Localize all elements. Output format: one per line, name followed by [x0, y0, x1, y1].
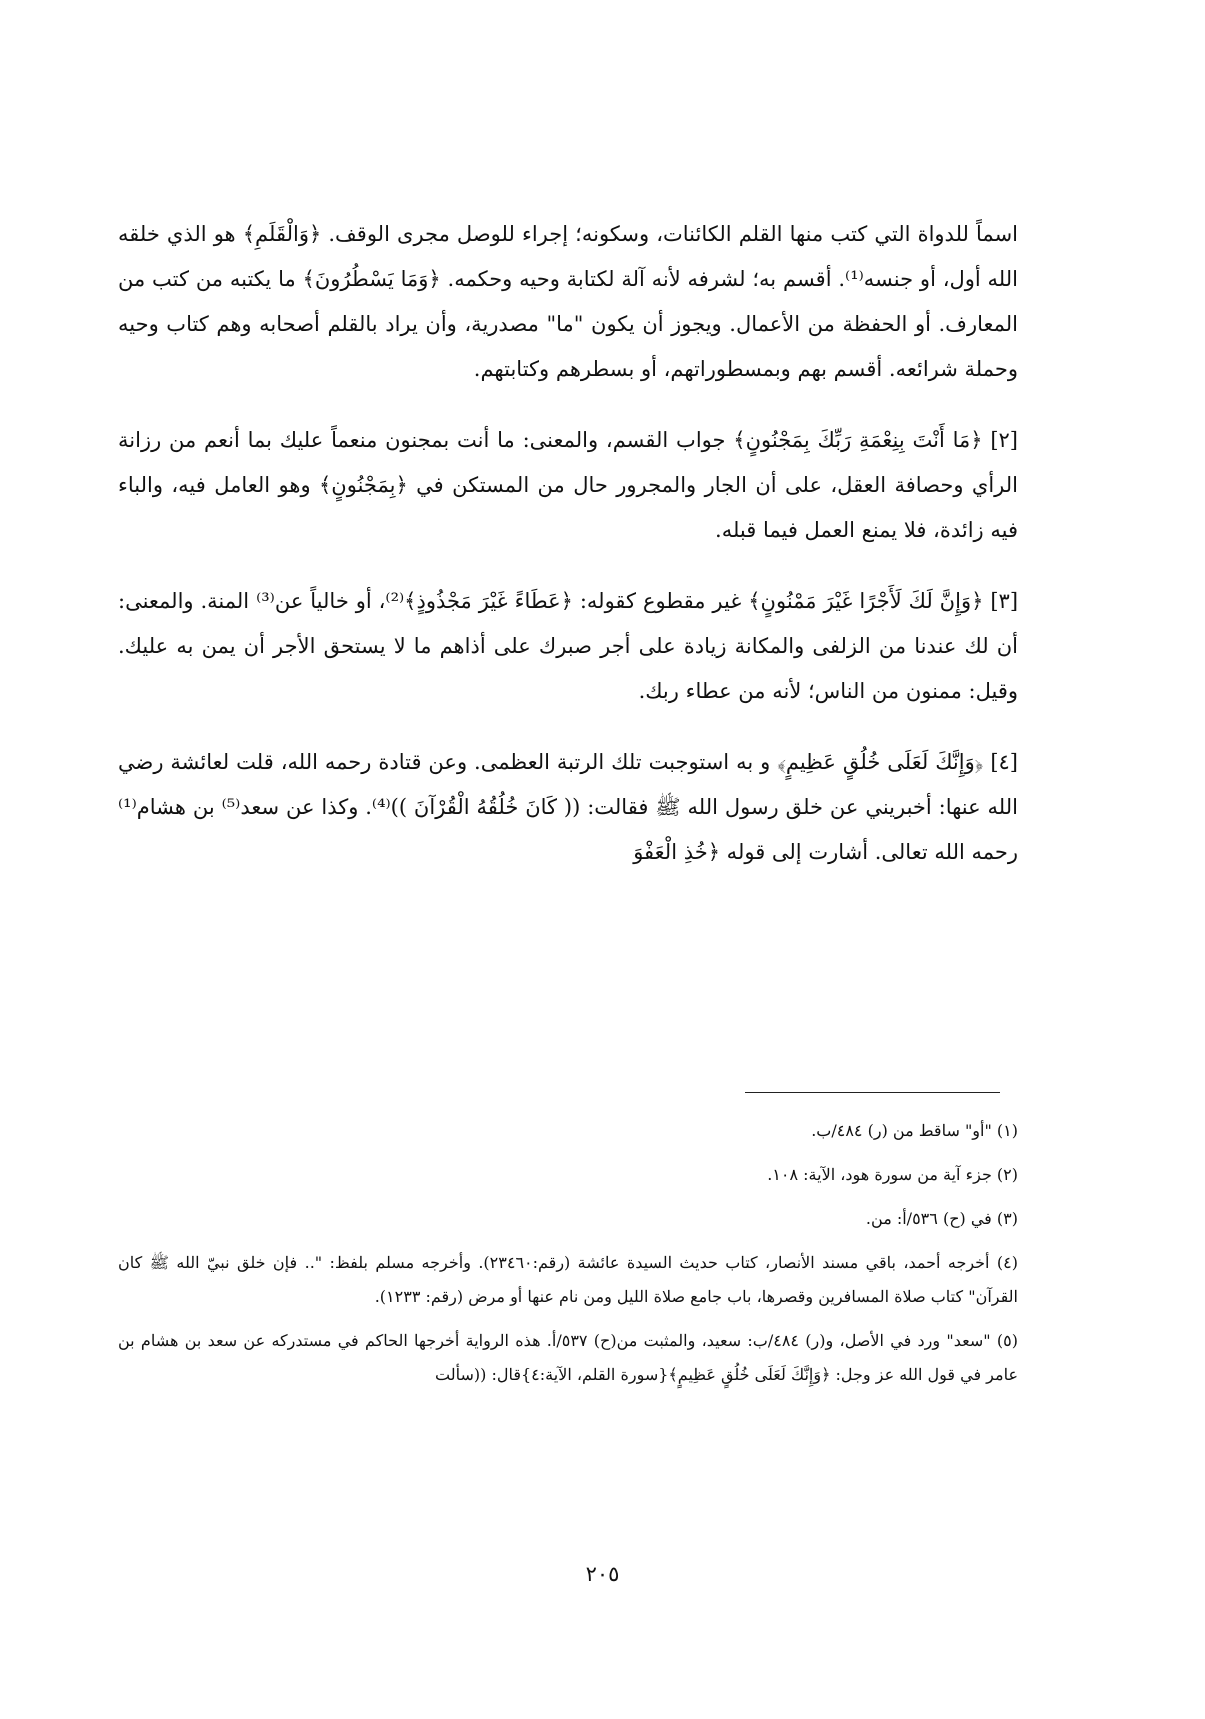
paragraph-verse-2: [٢] ﴿مَا أَنْتَ بِنِعْمَةِ رَبِّكَ بِمَجْنُونٍ﴾ جواب القسم، والمعنى: ما أنت بمجنون منعماً عليك بما أنعم من رزانة الرأي وحصافة العقل، على أن الجار والمجرور حال من المستكن في ﴿بِمَجْنُونٍ﴾ وهو العامل فيه، والباء فيه زائدة، فلا يمنع العمل فيما قبله. [118, 428, 1018, 542]
footnote-1: (١) "أو" ساقط من (ر) ٤٨٤/ب. [811, 1121, 1018, 1140]
paragraph-verse-4: [٤] ﴿وَإِنَّكَ لَعَلَى خُلُقٍ عَظِيمٍ﴾ و به استوجبت تلك الرتبة العظمى. وعن قتادة رحمه الله، قلت لعائشة رضي الله عنها: أخبريني عن خلق رسول الله ﷺ فقالت: (( كَانَ خُلُقُهُ الْقُرْآنَ ))⁽⁴⁾. وكذا عن سعد⁽⁵⁾ بن هشام⁽¹⁾ رحمه الله تعالى. أشارت إلى قوله ﴿خُذِ الْعَفْوَ [118, 750, 1018, 864]
footnote-5: (٥) "سعد" ورد في الأصل، و(ر) ٤٨٤/ب: سعيد، والمثبت من(ح) ٥٣٧/أ. هذه الرواية أخرجها الحاكم في مستدركه عن سعد بن هشام بن عامر في قول الله عز وجل: ﴿وَإِنَّكَ لَعَلَى خُلُقٍ عَظِيمٍ﴾{سورة القلم، الآية:٤}قال: ((سألت [118, 1331, 1018, 1384]
page-number: ٢٠٥ [585, 1562, 620, 1586]
main-text [118, 212, 1018, 901]
footnote-2: (٢) جزء آية من سورة هود، الآية: ١٠٨. [767, 1165, 1018, 1184]
paragraph-verse-3: [٣] ﴿وَإِنَّ لَكَ لَأَجْرًا غَيْرَ مَمْنُونٍ﴾ غير مقطوع كقوله: ﴿عَطَاءً غَيْرَ مَجْذُوذٍ﴾⁽²⁾، أو خالياً عن⁽³⁾ المنة. والمعنى: أن لك عندنا من الزلفى والمكانة زيادة على أجر صبرك على أذاهم ما لا يستحق الأجر أن يمن به عليك. وقيل: ممنون من الناس؛ لأنه من عطاء ربك. [118, 589, 1019, 703]
footnote-4: (٤) أخرجه أحمد، باقي مسند الأنصار، كتاب حديث السيدة عائشة (رقم:٢٣٤٦٠). وأخرجه مسلم بلفظ: ".. فإن خلق نبيّ الله ﷺ كان القرآن" كتاب صلاة المسافرين وقصرها، باب جامع صلاة الليل ومن نام عنها أو مرض (رقم: ١٢٣٣). [118, 1253, 1018, 1306]
footnotes [118, 1114, 1018, 1402]
footnote-separator [745, 1092, 1000, 1093]
footnote-3: (٣) في (ح) ٥٣٦/أ: من. [865, 1209, 1018, 1228]
paragraph-intro: اسماً للدواة التي كتب منها القلم الكائنات، وسكونه؛ إجراء للوصل مجرى الوقف. ﴿وَالْقَلَمِ﴾ هو الذي خلقه الله أول، أو جنسه⁽¹⁾. أقسم به؛ لشرفه لأنه آلة لكتابة وحيه وحكمه. ﴿وَمَا يَسْطُرُونَ﴾ ما يكتبه من كتب من المعارف. أو الحفظة من الأعمال. ويجوز أن يكون "ما" مصدرية، وأن يراد بالقلم أصحابه وهم كتاب وحيه وحملة شرائعه. أقسم بهم وبمسطوراتهم، أو بسطرهم وكتابتهم. [118, 222, 1018, 381]
